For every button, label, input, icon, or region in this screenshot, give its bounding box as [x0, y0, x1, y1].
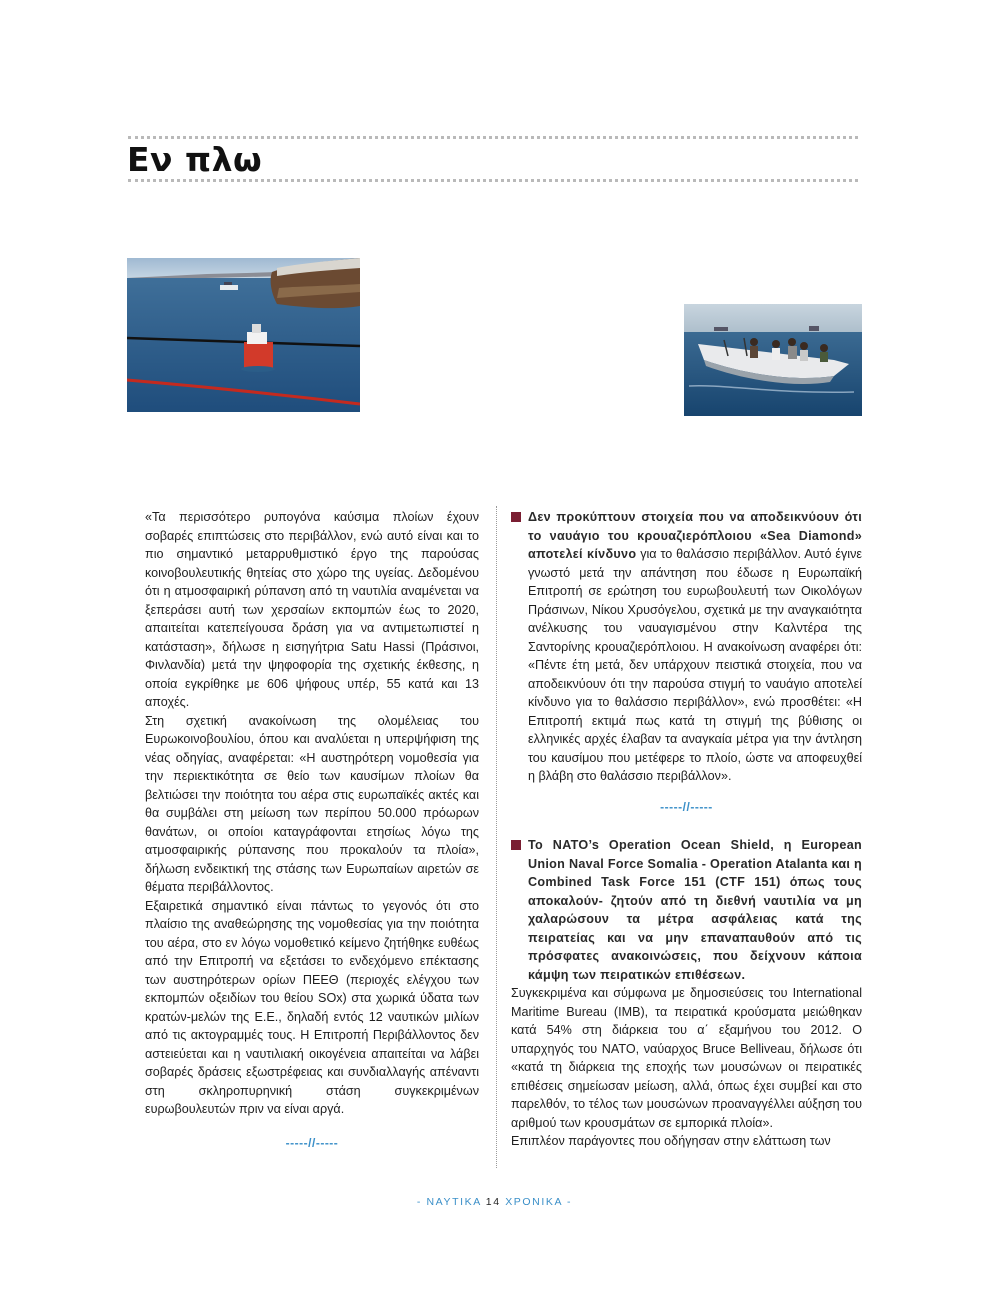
page-number: 14: [485, 1196, 501, 1208]
footer-prefix: - ΝΑΥΤΙΚΑ: [416, 1196, 486, 1208]
news-item-piracy: [511, 836, 862, 984]
news-item-body-continued: Επιπλέον παράγοντες που οδήγησαν στην ελάττωση των: [511, 1134, 831, 1148]
page-footer: [0, 1196, 989, 1208]
square-bullet-icon: [511, 512, 521, 522]
news-item-body: Συγκεκριμένα και σύμφωνα με δημοσιεύσεις του International Maritime Bureau (IMB), τα πειρατικά κρούσματα μειώθηκαν κατά 54% στη διάρκεια του α΄ εξαμήνου του 2012. Ο υπαρχηγός του ΝΑΤΟ, ναύαρχος Bruce Belliveau, δήλωσε ότι «κατά τη διάρκεια της εποχής των μουσώνων οι πειρατικές επιθέσεις σημείωσαν μείωση, αλλά, όπως έχει συμβεί και στο παρελθόν, το τέλος των μουσώνων προαναγγέλλει αύξηση του αριθμού των κρουσμάτων σε εμπορικά πλοία».: [511, 986, 862, 1130]
left-paragraph-1: «Τα περισσότερο ρυπογόνα καύσιμα πλοίων έχουν σοβαρές επιπτώσεις στο περιβάλλον, ενώ αυτό είναι και το πιο σημαντικό μεταρρυθμιστικό έργο της παρούσας κοινοβουλευτικής θητείας στο χώρο της υγείας. Δεδομένου ότι η ατμοσφαιρική ρύπανση από τη ναυτιλία αναμένεται να ξεπεράσει αυτή των χερσαίων εκπομπών έως το 2020, απαιτείται κατεπείγουσα δράση για να αντιμετωπιστεί η κατάσταση», δήλωσε η εισηγήτρια Satu Hassi (Πράσινοι, Φινλανδία) μετά την ψηφοφορία της σχετικής έκθεσης, η οποία εγκρίθηκε με 606 ψήφους υπέρ, 55 κατά και 13 αποχές.: [145, 510, 479, 709]
news-item-lead: Δεν προκύπτουν στοιχεία που να αποδεικνύουν ότι το ναυάγιο του κρουαζιερόπλοιου «Sea Diamond» αποτελεί κίνδυνο: [528, 510, 862, 561]
left-paragraph-2: Στη σχετική ανακοίνωση της ολομέλειας του Ευρωκοινοβουλίου, όπου και αναλύεται η υπερψήφιση της νέας οδηγίας, αναφέρεται: «Η αυστηρότερη νομοθεσία για την περιεκτικότητα σε θείο των καυσίμων πλοίων θα βελτιώσει την ποιότητα του αέρα στις ευρωπαϊκές ακτές και θα συμβάλει στη μείωση των περίπου 50.000 πρόωρων θανάτων, οι οποίοι καταγράφονται ετησίως λόγω της ατμοσφαιρικής ρύπανσης που προκαλούν τα πλοία», δήλωση ενδεικτική της στάσης των Ευρωπαίων αιρετών σε θέματα περιβάλλοντος.: [145, 713, 479, 894]
news-item-lead: Το NATO’s Operation Ocean Shield, η European Union Naval Force Somalia - Operation Atalanta και η Combined Task Force 151 (CTF 151) όπως τους αποκαλούν- ζητούν από τη διεθνή ναυτιλία να μη χαλαρώσουν τα μέτρα ασφάλειας κατά της πειρατείας και να μην επαναπαυθούν από τις πρόσφατες ανακοινώσεις, που δείχνουν κάποια κάμψη των πειρατικών επιθέσεων.: [528, 838, 862, 982]
right-column: [511, 508, 862, 1151]
left-paragraph-3: Εξαιρετικά σημαντικό είναι πάντως το γεγονός ότι στο πλαίσιο της αναθεώρησης της νομοθεσίας για την ποιότητα του αέρα, στο εν λόγω νομοθετικό κείμενο ζητήθηκε ευθέως από την Επιτροπή να εξετάσει το ενδεχόμενο επέκτασης των αυστηρότερων ορίων ΠΕΕΘ (περιοχές ελέγχου των εκπομπών οξειδίων του θείου SOx) στα χωρικά ύδατα των κρατών-μελών της Ε.Ε., δηλαδή εντός 12 ναυτικών μιλίων από τις ακτογραμμές τους. Η Επιτροπή Περιβάλλοντος δεν αστειεύεται και η ναυτιλιακή οικογένεια απαιτείται να λάβει σοβαρές δράσεις εξωστρέφειας και συνδιαλλαγής απέναντι στη σκληροπυρηνική στάση συγκεκριμένων ευρωβουλευτών πριν να είναι αργά.: [145, 898, 479, 1116]
left-separator: -----//-----: [285, 1135, 339, 1150]
left-column: [145, 508, 479, 1152]
pirate-skiff-photo: [684, 304, 862, 416]
square-bullet-icon: [511, 840, 521, 850]
news-item-sea-diamond: [511, 508, 862, 786]
section-title: Εν πλω: [127, 140, 263, 179]
oil-spill-photo: [127, 258, 360, 412]
news-item-body: για το θαλάσσιο περιβάλλον. Αυτό έγινε γνωστό μετά την απάντηση που έδωσε η Ευρωπαϊκή Επιτροπή σε ερώτηση του ευρωβουλευτή των Οικολόγων Πράσινων, Νίκου Χρυσόγελου, σχετικά με την αναγκαιότητα ανέλκυσης του ναυαγισμένου στην Καλντέρα της Σαντορίνης κρουαζιερόπλοιου. Η ανακοίνωση αναφέρει ότι: «Πέντε έτη μετά, δεν υπάρχουν πειστικά στοιχεία, που να αποδεικνύουν ότι την παρούσα στιγμή το ναυάγιο αποτελεί κίνδυνο για το θαλάσσιο περιβάλλον», ενώ προσθέτει: «Η Επιτροπή εκτιμά πως κατά τη στιγμή της βύθισης οι ελληνικές αρχές έλαβαν τα αναγκαία μέτρα για την άντληση του καυσίμου που μετέφερε το πλοίο, ώστε να αποφευχθεί η βλάβη στο θαλάσσιο περιβάλλον».: [528, 547, 862, 783]
right-separator: -----//-----: [660, 799, 713, 814]
top-dotted-rule: [128, 136, 858, 139]
footer-suffix: ΧΡΟΝΙΚΑ -: [500, 1196, 573, 1208]
column-divider: [496, 506, 497, 1168]
bottom-dotted-rule: [128, 179, 858, 182]
